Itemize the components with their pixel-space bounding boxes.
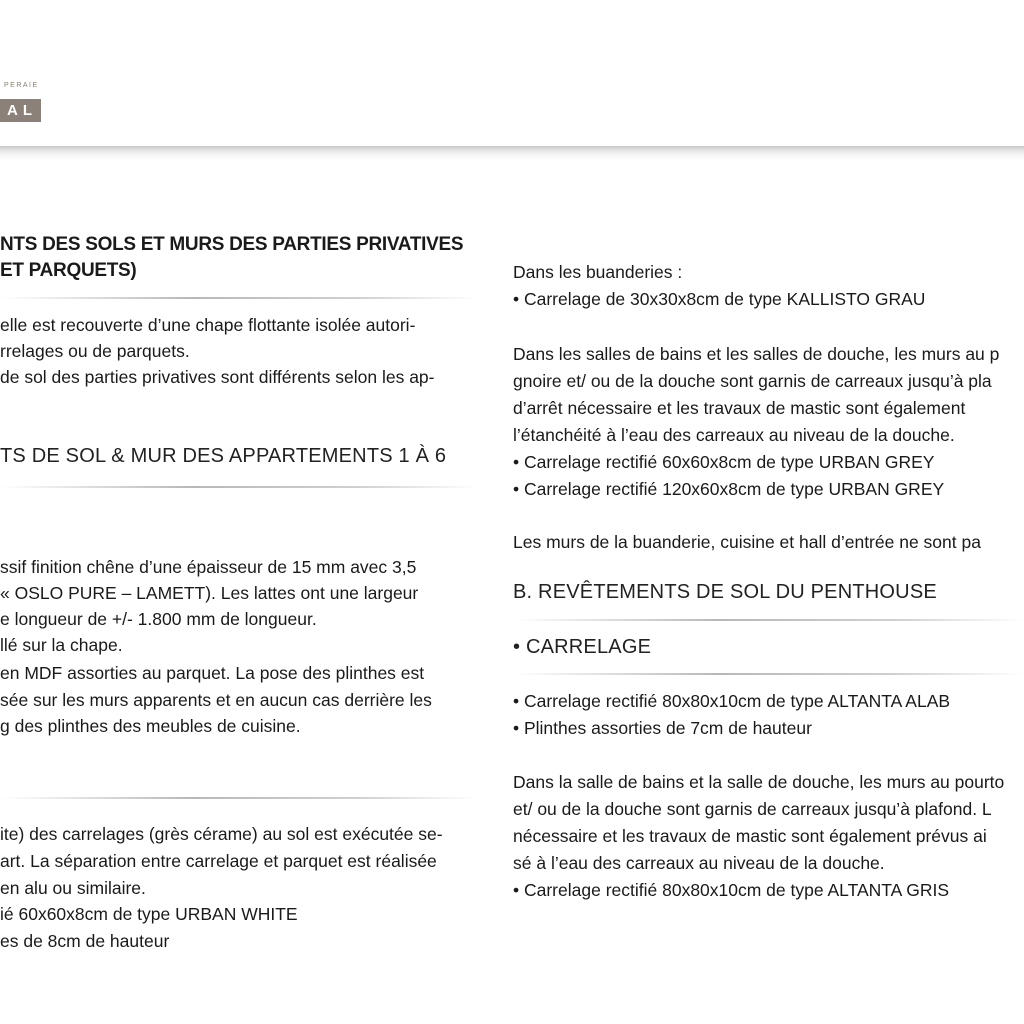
carrelage-line: es de 8cm de hauteur: [0, 931, 170, 951]
parquet-line: ssif finition chêne d’une épaisseur de 15 mm avec 3,5: [0, 557, 417, 577]
sdb-line: d’arrêt nécessaire et les travaux de mastic sont également: [513, 398, 966, 418]
logo-subtitle: PERAIE: [4, 82, 39, 89]
section-b-heading: B. REVÊTEMENTS DE SOL DU PENTHOUSE: [513, 581, 937, 603]
buanderies-intro: Dans les buanderies :: [513, 262, 683, 282]
intro-line: rrelages ou de parquets.: [0, 341, 190, 361]
parquet-line: sée sur les murs apparents et en aucun cas derrière les: [0, 690, 432, 710]
penthouse-sdb-line: Dans la salle de bains et la salle de douche, les murs au pourto: [513, 772, 1005, 792]
penthouse-sdb-line: • Carrelage rectifié 80x80x10cm de type ALTANTA GRIS: [513, 880, 950, 900]
sdb-line: Dans les salles de bains et les salles de douche, les murs au p: [513, 344, 1000, 364]
header-shadow: [0, 146, 1024, 160]
carrelage-line: en alu ou similaire.: [0, 878, 146, 898]
penthouse-sdb-line: et/ ou de la douche sont garnis de carreaux jusqu’à plafond. L: [513, 799, 992, 819]
penthouse-sdb-line: nécessaire et les travaux de mastic sont également prévus ai: [513, 826, 987, 846]
section-heading-line1: NTS DES SOLS ET MURS DES PARTIES PRIVATIVES: [0, 234, 464, 255]
sdb-line: gnoire et/ ou de la douche sont garnis de carreaux jusqu’à pla: [513, 371, 992, 391]
heading-rule: [0, 297, 478, 299]
carrelage-line: art. La séparation entre carrelage et parquet est réalisée: [0, 851, 437, 871]
penthouse-item: • Carrelage rectifié 80x80x10cm de type ALTANTA ALAB: [513, 691, 951, 711]
sdb-line: l’étanchéité à l’eau des carreaux au niveau de la douche.: [513, 425, 955, 445]
parquet-line: e longueur de +/- 1.800 mm de longueur.: [0, 609, 317, 629]
carrelage-subheading: • CARRELAGE: [513, 636, 652, 658]
sdb-line: • Carrelage rectifié 120x60x8cm de type URBAN GREY: [513, 479, 945, 499]
parquet-line: en MDF assorties au parquet. La pose des plinthes est: [0, 663, 425, 683]
intro-line: elle est recouverte d’une chape flottante isolée autori-: [0, 315, 416, 335]
subsection-heading: TS DE SOL & MUR DES APPARTEMENTS 1 À 6: [0, 445, 447, 467]
carrelage-line: ié 60x60x8cm de type URBAN WHITE: [0, 904, 298, 924]
sdb-line: • Carrelage rectifié 60x60x8cm de type URBAN GREY: [513, 452, 935, 472]
carrelage-rule: [513, 673, 1024, 675]
buanderies-item: • Carrelage de 30x30x8cm de type KALLISTO GRAU: [513, 289, 926, 309]
subsection-rule: [0, 486, 478, 488]
parquet-line: « OSLO PURE – LAMETT). Les lattes ont une largeur: [0, 583, 419, 603]
logo: AL: [0, 99, 41, 122]
murs-note: Les murs de la buanderie, cuisine et hall d’entrée ne sont pa: [513, 532, 981, 552]
carrelage-line: ite) des carrelages (grès cérame) au sol est exécutée se-: [0, 824, 443, 844]
intro-line: de sol des parties privatives sont différents selon les ap-: [0, 367, 435, 387]
penthouse-sdb-line: sé à l’eau des carreaux au niveau de la douche.: [513, 853, 885, 873]
page-header: [0, 0, 1024, 150]
penthouse-item: • Plinthes assorties de 7cm de hauteur: [513, 718, 812, 738]
parquet-line: g des plinthes des meubles de cuisine.: [0, 716, 301, 736]
subsection-rule: [0, 797, 478, 799]
section-heading-line2: ET PARQUETS): [0, 260, 137, 281]
parquet-line: llé sur la chape.: [0, 635, 123, 655]
section-b-rule: [513, 619, 1024, 621]
